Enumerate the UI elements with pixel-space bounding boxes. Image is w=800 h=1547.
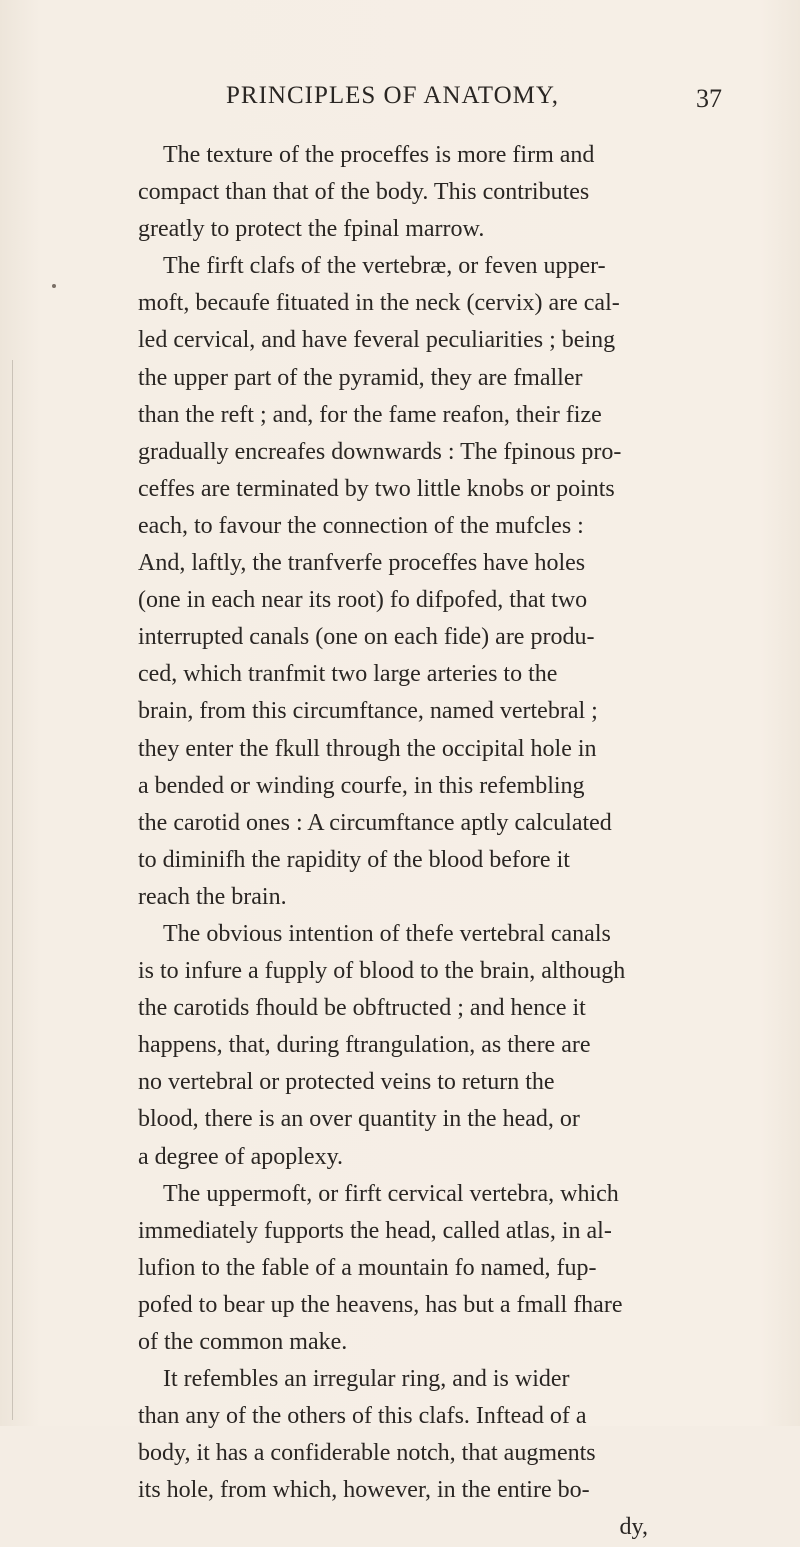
text-line-1: The texture of the proceffes is more firm and — [163, 142, 595, 168]
text-line-38: dy, — [619, 1514, 648, 1541]
text-line-33: of the common make. — [138, 1329, 348, 1355]
text-line-30: immediately fupports the head, called atlas, in al- — [138, 1217, 612, 1244]
text-line-36: body, it has a confiderable notch, that augments — [138, 1440, 596, 1467]
text-line-31: lufion to the fable of a mountain fo named, fup- — [138, 1254, 597, 1281]
page-number: 37 — [696, 84, 722, 113]
text-line-14: interrupted canals (one on each fide) are produ- — [138, 624, 595, 651]
text-line-26: no vertebral or protected veins to return the — [138, 1069, 555, 1096]
text-line-21: reach the brain. — [138, 883, 287, 910]
text-line-28: a degree of apoplexy. — [138, 1143, 344, 1170]
text-line-9: gradually encreafes downwards : The fpinous pro- — [138, 438, 622, 465]
text-line-4: The firft clafs of the vertebræ, or feven upper- — [163, 253, 606, 280]
text-line-11: each, to favour the connection of the mufcles : — [138, 512, 584, 539]
running-title: PRINCIPLES OF ANATOMY, — [226, 82, 559, 109]
text-line-35: than any of the others of this clafs. Inftead of a — [138, 1403, 587, 1430]
text-line-18: a bended or winding courfe, in this refembling — [138, 772, 585, 799]
text-line-5: moft, becaufe fituated in the neck (cervix) are cal- — [138, 290, 620, 317]
text-line-20: to diminifh the rapidity of the blood before it — [138, 846, 570, 873]
text-line-16: brain, from this circumftance, named vertebral ; — [138, 698, 598, 725]
body-text — [138, 137, 708, 1547]
text-line-32: pofed to bear up the heavens, has but a fmall fhare — [138, 1291, 623, 1318]
text-line-19: the carotid ones : A circumftance aptly calculated — [138, 809, 612, 836]
text-line-7: the upper part of the pyramid, they are fmaller — [138, 364, 583, 391]
page-edge-shadow — [12, 360, 13, 1420]
page-header — [0, 82, 800, 122]
text-line-15: ced, which tranfmit two large arteries to the — [138, 661, 558, 688]
text-line-6: led cervical, and have feveral peculiarities ; being — [138, 327, 616, 354]
text-line-29: The uppermoft, or firft cervical vertebra, which — [163, 1180, 619, 1207]
paper-speck — [52, 284, 56, 288]
text-line-10: ceffes are terminated by two little knobs or points — [138, 475, 615, 502]
text-line-24: the carotids fhould be obftructed ; and hence it — [138, 995, 586, 1022]
text-line-37: its hole, from which, however, in the entire bo- — [138, 1477, 590, 1504]
text-line-34: It refembles an irregular ring, and is wider — [163, 1366, 570, 1393]
text-line-22: The obvious intention of thefe vertebral canals — [163, 920, 611, 947]
text-line-8: than the reft ; and, for the fame reafon, their fize — [138, 401, 602, 428]
text-line-25: happens, that, during ftrangulation, as there are — [138, 1032, 591, 1059]
text-line-12: And, laftly, the tranfverfe proceffes have holes — [138, 550, 586, 577]
text-line-3: greatly to protect the fpinal marrow. — [138, 216, 485, 243]
text-line-27: blood, there is an over quantity in the head, or — [138, 1106, 580, 1133]
text-line-17: they enter the fkull through the occipital hole in — [138, 735, 597, 762]
text-line-13: (one in each near its root) fo difpofed, that two — [138, 587, 588, 614]
text-line-23: is to infure a fupply of blood to the brain, although — [138, 958, 626, 985]
text-line-2: compact than that of the body. This contributes — [138, 179, 590, 206]
